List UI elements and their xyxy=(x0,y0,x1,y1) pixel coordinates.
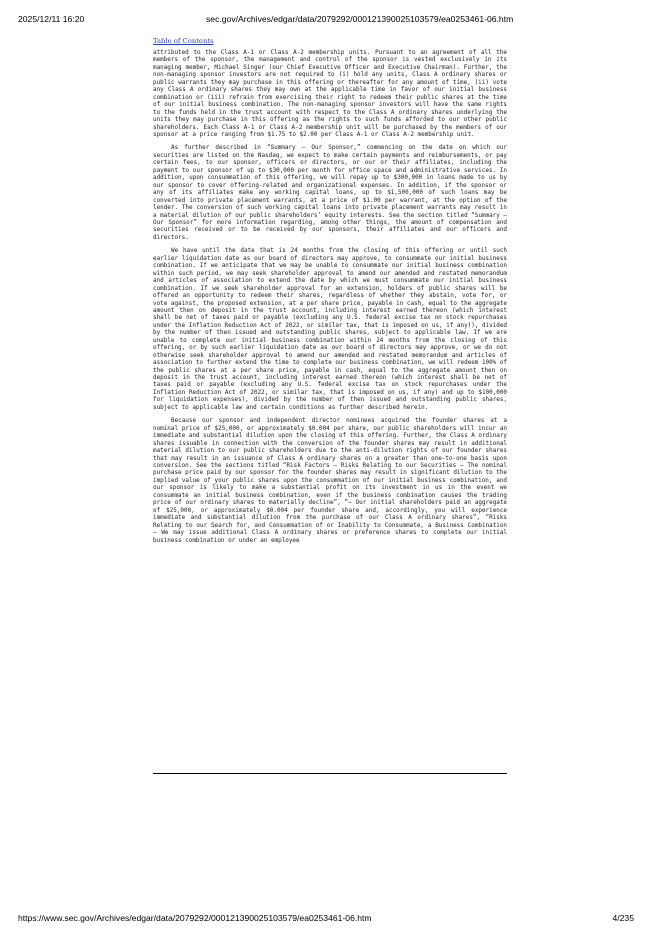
print-datetime: 2025/12/11 16:20 xyxy=(18,14,85,24)
paragraph-business-combination-deadline: We have until the date that is 24 months from the closing of this offering or until such earlier liquidation date as our board of directors may approve, to consummate our initial business combination. If we anticipate that we may be unable to consummate our initial business combination within such period, we may seek shareholder approval to amend our amended and restated memorandum and articles of association to extend the date by which we must consummate our initial business combination. If we seek shareholder approval for an extension, holders of public shares will be offered an opportunity to redeem their shares, regardless of whether they abstain, vote for, or vote against, the proposed extension, at a per share price, payable in cash, equal to the aggregate amount then on deposit in the trust account, including interest earned thereon (which interest shall be net of taxes paid or payable (excluding any U.S. federal excise tax on stock repurchases under the Inflation Reduction Act of 2022, or similar tax, that is imposed on us, if any)), divided by the number of then issued and outstanding public shares, subject to applicable law. If we are unable to complete our initial business combination within 24 months from the closing of this offering, or by such earlier liquidation date as our board of directors may approve, or we do not otherwise seek shareholder approval to amend our amended and restated memorandum and articles of association to further extend the time to complete our business combination, we will redeem 100% of the public shares at a per share price, payable in cash, equal to the aggregate amount then on deposit in the trust account, including interest earned thereon (which interest shall be net of taxes paid or payable (excluding any U.S. federal excise tax on stock repurchases under the Inflation Reduction Act of 2022, or similar tax, that is imposed on us, if any) and up to $100,000 for liquidation expenses), divided by the number of then issued and outstanding public shares, subject to applicable law and certain conditions as further described herein. xyxy=(153,247,507,411)
footnote-divider xyxy=(153,773,507,774)
document-body xyxy=(153,37,507,550)
print-header-url: sec.gov/Archives/edgar/data/2079292/000121390025103579/ea0253461-06.htm xyxy=(206,14,514,24)
table-of-contents-link[interactable]: Table of Contents xyxy=(153,37,214,45)
paragraph-payments-reimbursements: As further described in “Summary — Our Sponsor,” commencing on the date on which our securities are listed on the Nasdaq, we expect to make certain payments and reimbursements, or pay certain fees, to our sponsor, officers or directors, or our or their affiliates, including the payment to our sponsor of up to $30,000 per month for office space and administrative services. In addition, upon consummation of this offering, we will repay up to $300,000 in loans made to us by our sponsor to cover offering-related and organizational expenses. In addition, if the sponsor or any of its affiliates make any working capital loans, up to $1,500,000 of such loans may be converted into private placement warrants, at a price of $1.00 per warrant, at the option of the lender. The conversion of such working capital loans into private placement warrants may result in a material dilution of our public shareholders’ equity interests. See the section titled “Summary — Our Sponsor” for more information regarding, among other things, the amount of compensation and securities received or to be received by our sponsors, their affiliates and our officers and directors. xyxy=(153,144,507,241)
print-header xyxy=(0,14,662,26)
print-footer-url: https://www.sec.gov/Archives/edgar/data/2079292/000121390025103579/ea0253461-06.htm xyxy=(18,913,372,923)
paragraph-founder-shares-dilution: Because our sponsor and independent director nominees acquired the founder shares at a nominal price of $25,000, or approximately $0.004 per share, our public shareholders will incur an immediate and substantial dilution upon the closing of this offering. Further, the Class A ordinary shares issuable in connection with the conversion of the founder shares may result in additional material dilution to our public shareholders due to the anti-dilution rights of our founder shares that may result in an issuance of Class A ordinary shares on a greater than one-to-one basis upon conversion. See the sections titled “Risk Factors — Risks Relating to our Securities — The nominal purchase price paid by our sponsor for the founder shares may result in significant dilution to the implied value of your public shares upon the consummation of our initial business combination, and our sponsor is likely to make a substantial profit on its investment in us in the event we consummate an initial business combination, even if the business combination causes the trading price of our ordinary shares to materially decline”, “— Our initial shareholders paid an aggregate of $25,000, or approximately $0.004 per founder share and, accordingly, you will experience immediate and substantial dilution from the purchase of our Class A ordinary shares”, “Risks Relating to our Search for, and Consummation of or Inability to Consummate, a Business Combination — We may issue additional Class A ordinary shares or preference shares to complete our initial business combination or under an employee xyxy=(153,417,507,544)
print-footer xyxy=(0,913,662,925)
page-number: 4/235 xyxy=(612,913,634,923)
paragraph-sponsor-membership: attributed to the Class A-1 or Class A-2 membership units. Pursuant to an agreement of all the members of the sponsor, the management and control of the sponsor is vested exclusively in its managing member, Michael Singer (our Chief Executive Officer and Executive Chairman). Further, the non-managing sponsor investors are not required to (i) hold any units, Class A ordinary shares or public warrants they may purchase in this offering or thereafter for any amount of time, (ii) vote any Class A ordinary shares they may own at the applicable time in favor of our initial business combination or (iii) refrain from exercising their right to redeem their public shares at the time of our initial business combination. The non-managing sponsor investors will have the same rights to the funds held in the trust account with respect to the Class A ordinary shares underlying the units they may purchase in this offering as the rights to such funds afforded to our other public shareholders. Each Class A-1 or Class A-2 membership unit will be purchased by the members of our sponsor at a price ranging from $1.75 to $2.00 per Class A-1 or Class A-2 membership unit. xyxy=(153,49,507,138)
